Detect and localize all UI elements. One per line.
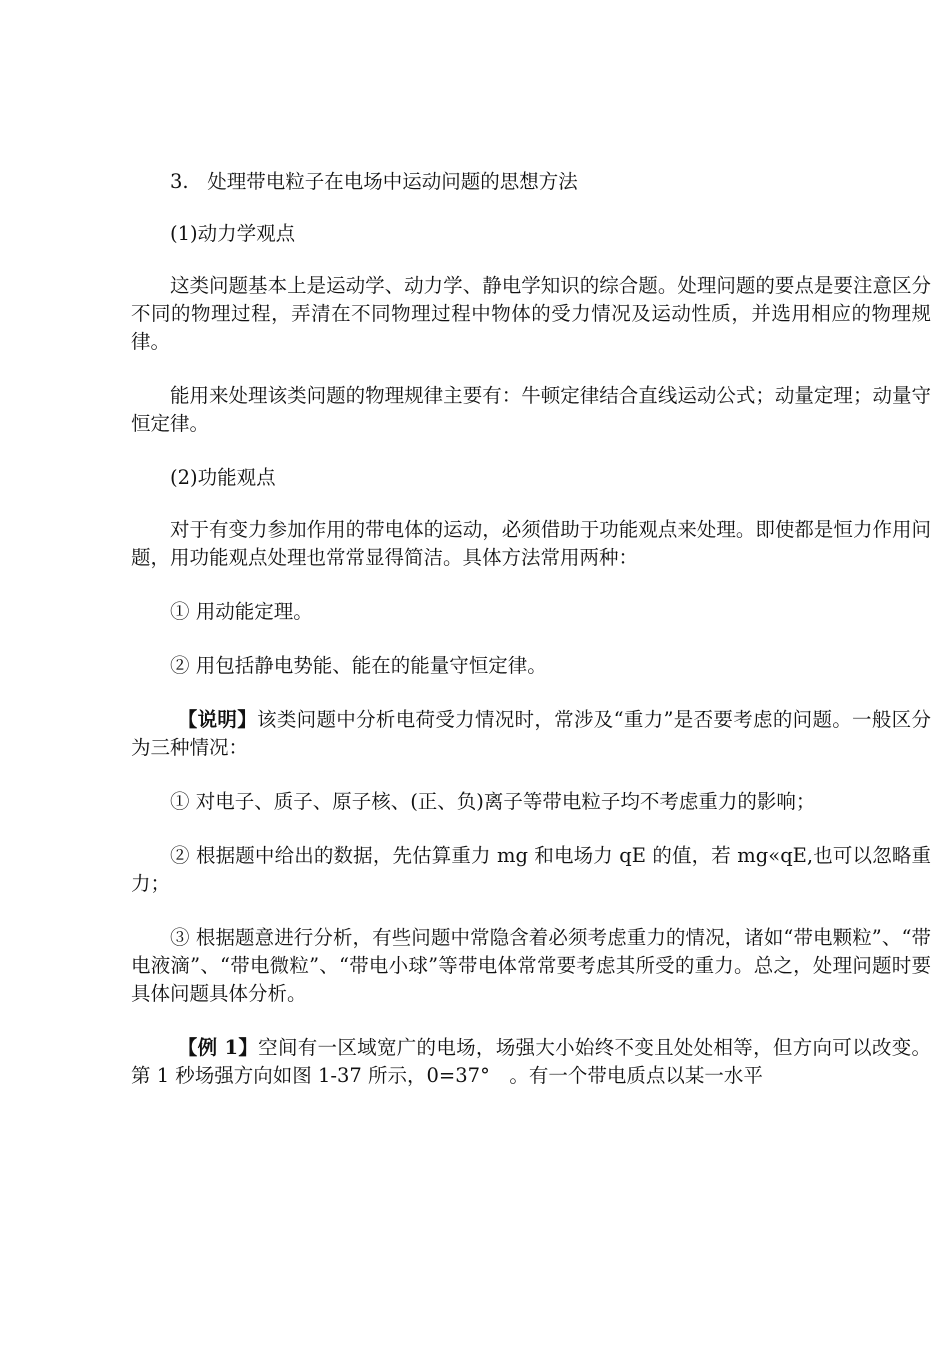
subsection-energy-title: (2)功能观点	[170, 466, 276, 489]
gravity-case-1: ① 对电子、质子、原子核、(正、负)离子等带电粒子均不考虑重力的影响；	[170, 790, 816, 813]
example-label: 【例 1】	[177, 1036, 259, 1059]
example-text: 空间有一区域宽广的电场，场强大小始终不变且处处相等，但方向可以改变。第 1 秒场强方向如图 1-37 所示，0=37° 。有一个带电质点以某一水平	[131, 1036, 931, 1087]
paragraph-dynamics-intro: 这类问题基本上是运动学、动力学、静电学知识的综合题。处理问题的要点是要注意区分不同的物理过程，弄清在不同物理过程中物体的受力情况及运动性质，并选用相应的物理规律。	[131, 274, 931, 353]
section-heading	[131, 168, 931, 196]
note-text: 该类问题中分析电荷受力情况时，常涉及“重力”是否要考虑的问题。一般区分为三种情况：	[131, 708, 931, 759]
gravity-case-2: ② 根据题中给出的数据，先估算重力 mg 和电场力 qE 的值，若 mg«qE,也可以忽略重力；	[131, 844, 931, 895]
paragraph-energy-intro: 对于有变力参加作用的带电体的运动，必须借助于功能观点来处理。即使都是恒力作用问题，用功能观点处理也常常显得简洁。具体方法常用两种：	[131, 518, 931, 569]
gravity-case-3: ③ 根据题意进行分析，有些问题中常隐含着必须考虑重力的情况，诸如“带电颗粒”、“带电液滴”、“带电微粒”、“带电小球”等带电体常常要考虑其所受的重力。总之，处理问题时要具体问题具体分析。	[131, 926, 931, 1005]
note-paragraph	[131, 706, 931, 762]
section-number: 3.	[170, 170, 189, 193]
section-title: 处理带电粒子在电场中运动问题的思想方法	[207, 170, 578, 193]
document-page	[131, 168, 931, 1090]
subsection-dynamics-title: (1)动力学观点	[170, 222, 296, 245]
method-item-1: ① 用动能定理。	[170, 600, 313, 623]
example-paragraph	[131, 1034, 931, 1090]
note-label: 【说明】	[177, 708, 258, 731]
method-item-2: ② 用包括静电势能、能在的能量守恒定律。	[170, 654, 547, 677]
paragraph-dynamics-laws: 能用来处理该类问题的物理规律主要有：牛顿定律结合直线运动公式；动量定理；动量守恒定律。	[131, 384, 931, 435]
